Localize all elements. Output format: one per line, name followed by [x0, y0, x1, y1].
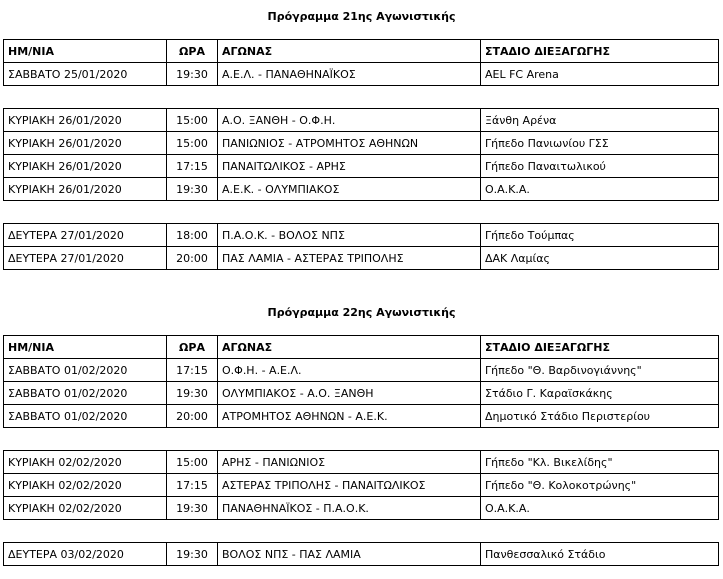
fixture-row — [4, 247, 719, 270]
fixture-stadium: ΔΑΚ Λαμίας — [481, 247, 719, 270]
header-row — [4, 40, 719, 63]
fixture-date: ΚΥΡΙΑΚΗ 26/01/2020 — [4, 178, 167, 201]
fixture-row — [4, 359, 719, 382]
fixture-time: 17:15 — [167, 474, 218, 497]
header-stadium: ΣΤΑΔΙΟ ΔΙΕΞΑΓΩΓΗΣ — [481, 336, 719, 359]
fixture-stadium: Γήπεδο "Θ. Βαρδινογιάννης" — [481, 359, 719, 382]
header-date: ΗΜ/ΝΙΑ — [4, 40, 167, 63]
fixture-stadium: Γήπεδο "Θ. Κολοκοτρώνης" — [481, 474, 719, 497]
fixture-match: ΟΛΥΜΠΙΑΚΟΣ - Α.Ο. ΞΑΝΘΗ — [218, 382, 481, 405]
fixture-stadium: Γήπεδο Πανιωνίου ΓΣΣ — [481, 132, 719, 155]
fixture-time: 19:30 — [167, 178, 218, 201]
spacer-cell — [4, 428, 719, 451]
fixture-time: 20:00 — [167, 247, 218, 270]
fixture-date: ΚΥΡΙΑΚΗ 26/01/2020 — [4, 132, 167, 155]
fixture-match: Ο.Φ.Η. - Α.Ε.Λ. — [218, 359, 481, 382]
fixture-match: ΠΑΝΙΩΝΙΟΣ - ΑΤΡΟΜΗΤΟΣ ΑΘΗΝΩΝ — [218, 132, 481, 155]
fixture-row — [4, 382, 719, 405]
header-row — [4, 336, 719, 359]
fixture-row — [4, 224, 719, 247]
fixture-date: ΚΥΡΙΑΚΗ 26/01/2020 — [4, 155, 167, 178]
fixture-row — [4, 63, 719, 86]
fixture-match: Α.Ο. ΞΑΝΘΗ - Ο.Φ.Η. — [218, 109, 481, 132]
fixture-stadium: Γήπεδο Τούμπας — [481, 224, 719, 247]
header-match: ΑΓΩΝΑΣ — [218, 40, 481, 63]
fixture-date: ΔΕΥΤΕΡΑ 03/02/2020 — [4, 543, 167, 566]
fixture-row — [4, 109, 719, 132]
header-date: ΗΜ/ΝΙΑ — [4, 336, 167, 359]
fixture-date: ΚΥΡΙΑΚΗ 02/02/2020 — [4, 451, 167, 474]
fixture-row — [4, 543, 719, 566]
fixture-time: 17:15 — [167, 359, 218, 382]
fixture-match: ΑΣΤΕΡΑΣ ΤΡΙΠΟΛΗΣ - ΠΑΝΑΙΤΩΛΙΚΟΣ — [218, 474, 481, 497]
spacer-cell — [4, 86, 719, 109]
fixture-stadium: AEL FC Arena — [481, 63, 719, 86]
fixture-stadium: Πανθεσσαλικό Στάδιο — [481, 543, 719, 566]
round-21-title: Πρόγραμμα 21ης Αγωνιστικής — [267, 10, 456, 23]
fixture-row — [4, 474, 719, 497]
fixture-date: ΣΑΒΒΑΤΟ 25/01/2020 — [4, 63, 167, 86]
fixture-row — [4, 178, 719, 201]
fixture-time: 19:30 — [167, 382, 218, 405]
fixture-time: 19:30 — [167, 543, 218, 566]
fixture-date: ΚΥΡΙΑΚΗ 26/01/2020 — [4, 109, 167, 132]
fixture-time: 15:00 — [167, 132, 218, 155]
fixture-match: Α.Ε.Κ. - ΟΛΥΜΠΙΑΚΟΣ — [218, 178, 481, 201]
fixture-date: ΚΥΡΙΑΚΗ 02/02/2020 — [4, 497, 167, 520]
round-22-table — [3, 335, 719, 566]
header-match: ΑΓΩΝΑΣ — [218, 336, 481, 359]
round-21-table — [3, 39, 719, 270]
round-22-title: Πρόγραμμα 22ης Αγωνιστικής — [267, 306, 456, 319]
fixture-time: 19:30 — [167, 63, 218, 86]
fixture-match: ΠΑΝΑΘΗΝΑΪΚΟΣ - Π.Α.Ο.Κ. — [218, 497, 481, 520]
spacer-row — [4, 428, 719, 451]
spacer-row — [4, 86, 719, 109]
fixture-date: ΔΕΥΤΕΡΑ 27/01/2020 — [4, 247, 167, 270]
fixture-match: ΠΑΝΑΙΤΩΛΙΚΟΣ - ΑΡΗΣ — [218, 155, 481, 178]
fixture-match: ΑΡΗΣ - ΠΑΝΙΩΝΙΟΣ — [218, 451, 481, 474]
fixture-date: ΣΑΒΒΑΤΟ 01/02/2020 — [4, 359, 167, 382]
spacer-row — [4, 201, 719, 224]
fixture-stadium: Γήπεδο "Κλ. Βικελίδης" — [481, 451, 719, 474]
header-stadium: ΣΤΑΔΙΟ ΔΙΕΞΑΓΩΓΗΣ — [481, 40, 719, 63]
fixture-date: ΣΑΒΒΑΤΟ 01/02/2020 — [4, 405, 167, 428]
fixture-time: 15:00 — [167, 109, 218, 132]
fixture-row — [4, 132, 719, 155]
fixture-row — [4, 405, 719, 428]
fixture-stadium: Ξάνθη Αρένα — [481, 109, 719, 132]
spacer-cell — [4, 201, 719, 224]
fixture-match: Α.Ε.Λ. - ΠΑΝΑΘΗΝΑΪΚΟΣ — [218, 63, 481, 86]
fixture-stadium: Στάδιο Γ. Καραϊσκάκης — [481, 382, 719, 405]
fixture-time: 19:30 — [167, 497, 218, 520]
fixture-match: Π.Α.Ο.Κ. - ΒΟΛΟΣ ΝΠΣ — [218, 224, 481, 247]
spacer-row — [4, 520, 719, 543]
fixture-date: ΔΕΥΤΕΡΑ 27/01/2020 — [4, 224, 167, 247]
fixture-time: 20:00 — [167, 405, 218, 428]
fixture-stadium: Δημοτικό Στάδιο Περιστερίου — [481, 405, 719, 428]
fixture-match: ΠΑΣ ΛΑΜΙΑ - ΑΣΤΕΡΑΣ ΤΡΙΠΟΛΗΣ — [218, 247, 481, 270]
fixture-stadium: Γήπεδο Παναιτωλικού — [481, 155, 719, 178]
spacer-cell — [4, 520, 719, 543]
fixture-match: ΑΤΡΟΜΗΤΟΣ ΑΘΗΝΩΝ - Α.Ε.Κ. — [218, 405, 481, 428]
fixture-stadium: Ο.Α.Κ.Α. — [481, 497, 719, 520]
fixture-row — [4, 497, 719, 520]
header-time: ΩΡΑ — [167, 336, 218, 359]
fixture-time: 17:15 — [167, 155, 218, 178]
fixture-date: ΚΥΡΙΑΚΗ 02/02/2020 — [4, 474, 167, 497]
fixture-time: 18:00 — [167, 224, 218, 247]
fixture-row — [4, 155, 719, 178]
fixture-time: 15:00 — [167, 451, 218, 474]
fixture-match: ΒΟΛΟΣ ΝΠΣ - ΠΑΣ ΛΑΜΙΑ — [218, 543, 481, 566]
fixture-stadium: Ο.Α.Κ.Α. — [481, 178, 719, 201]
fixture-row — [4, 451, 719, 474]
header-time: ΩΡΑ — [167, 40, 218, 63]
fixture-date: ΣΑΒΒΑΤΟ 01/02/2020 — [4, 382, 167, 405]
